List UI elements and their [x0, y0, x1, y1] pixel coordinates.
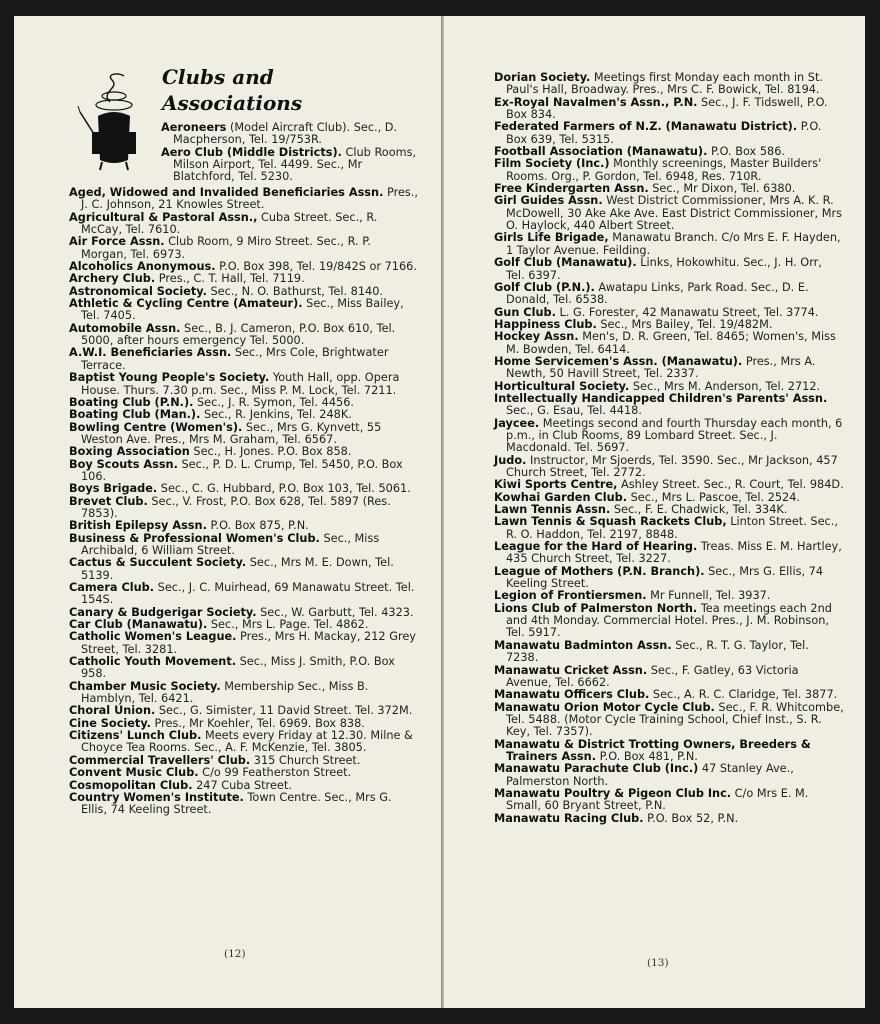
directory-entry — [494, 665, 844, 690]
entry-name: Girl Guides Assn. — [494, 194, 603, 208]
entry-details: Pres., J. C. Johnson, 21 Knowles Street. — [81, 186, 418, 212]
entry-name: Manawatu Badminton Assn. — [494, 638, 672, 652]
directory-entry — [494, 813, 844, 825]
entry-details: Sec., F. E. Chadwick, Tel. 334K. — [610, 503, 788, 517]
entry-details: Instructor, Mr Sjoerds, Tel. 3590. Sec., Mr Jackson, 457 Church Street, Tel. 2772. — [506, 453, 838, 479]
entry-name: Legion of Frontiersmen. — [494, 589, 647, 603]
entry-name: Baptist Young People's Society. — [69, 371, 270, 385]
entry-details: Pres., Mrs A. Newth, 50 Havill Street, Tel. 2337. — [506, 354, 816, 381]
directory-entry — [69, 557, 420, 582]
directory-entry — [161, 147, 420, 184]
entry-name: Federated Farmers of N.Z. (Manawatu District). — [494, 120, 798, 134]
directory-entry — [494, 257, 844, 282]
entry-details: Men's, D. R. Green, Tel. 8465; Women's, Miss M. Bowden, Tel. 6414. — [506, 330, 836, 356]
entry-details: Manawatu Branch. C/o Mrs E. F. Hayden, 1 Taylor Avenue. Feilding. — [506, 231, 841, 257]
entry-details: C/o 99 Featherston Street. — [198, 766, 352, 780]
entry-name: Athletic & Cycling Centre (Amateur). — [69, 297, 303, 311]
entry-details: Sec., J. F. Tidswell, P.O. Box 834. — [506, 95, 828, 122]
entry-details: 47 Stanley Ave., Palmerston North. — [506, 762, 794, 788]
entry-name: Bowling Centre (Women's). — [69, 420, 243, 434]
entry-details: Sec., R. T. G. Taylor, Tel. 7238. — [506, 638, 809, 665]
entry-name: Film Society (Inc.) — [494, 157, 610, 171]
entry-name: Aero Club (Middle Districts). — [161, 145, 342, 159]
entry-details: Sec., H. Jones. P.O. Box 858. — [189, 445, 352, 459]
entry-details: Pres., Mr Koehler, Tel. 6969. Box 838. — [150, 716, 365, 730]
directory-entry — [69, 631, 420, 656]
entry-name: Boxing Association — [69, 445, 190, 459]
entry-name: Aeroneers — [161, 121, 227, 134]
directory-entry — [494, 640, 844, 665]
entry-name: Canary & Budgerigar Society. — [69, 605, 257, 619]
directory-entry — [494, 97, 844, 122]
entry-details: Sec., B. J. Cameron, P.O. Box 610, Tel. 5000, after hours emergency Tel. 5000. — [81, 321, 396, 348]
directory-entry — [494, 195, 844, 232]
entry-details: P.O. Box 639, Tel. 5315. — [506, 120, 822, 146]
entry-name: Cosmopolitan Club. — [69, 778, 193, 792]
entry-name: Citizens' Lunch Club. — [69, 729, 202, 743]
entry-name: Agricultural & Pastoral Assn., — [69, 210, 258, 224]
heading-line-2: Associations — [162, 91, 303, 115]
entry-details: Meets every Friday at 12.30. Milne & Choyce Tea Rooms. Sec., A. F. McKenzie, Tel. 3805. — [81, 729, 413, 755]
directory-entry — [494, 232, 844, 257]
entry-name: Astronomical Society. — [69, 284, 207, 298]
entry-details: 315 Church Street. — [250, 753, 361, 767]
entry-details: Sec., Mrs G. Ellis, 74 Keeling Street. — [506, 564, 824, 591]
entry-details: P.O. Box 875, P.N. — [206, 519, 309, 533]
entry-details: Pres., C. T. Hall, Tel. 7119. — [155, 272, 305, 286]
entry-details: P.O. Box 398, Tel. 19/842S or 7166. — [215, 260, 417, 274]
entry-details: Sec., Mrs Bailey, Tel. 19/482M. — [596, 317, 773, 331]
entry-details: Cuba Street. Sec., R. McCay, Tel. 7610. — [81, 210, 378, 237]
entry-details: Sec., V. Frost, P.O. Box 628, Tel. 5897 (Res. 7853). — [81, 494, 391, 520]
entry-name: Jaycee. — [494, 416, 540, 430]
entry-name: Choral Union. — [69, 704, 156, 718]
entry-details: Club Rooms, Milson Airport, Tel. 4499. Sec., Mr Blatchford, Tel. 5230. — [173, 145, 417, 184]
directory-entry — [494, 603, 844, 640]
entry-details: West District Commissioner, Mrs A. K. R. McDowell, 30 Ake Ake Ave. East District Commissioner, Mrs O. Haylock, 440 Albert Street. — [506, 194, 842, 233]
entry-details: Sec., F. R. Whitcombe, Tel. 5488. (Motor Cycle Training School, Chief Inst., S. R. Key, Tel. 7357). — [506, 700, 844, 739]
left-page — [14, 16, 441, 1008]
entry-name: Manawatu Parachute Club (Inc.) — [494, 762, 699, 776]
entry-name: Lions Club of Palmerston North. — [494, 601, 698, 615]
entry-details: P.O. Box 481, P.N. — [596, 749, 698, 763]
left-top-entry-list — [161, 122, 420, 184]
entry-details: Linton Street. Sec., R. O. Haddon, Tel. 2197, 8848. — [506, 515, 838, 541]
entry-name: Boy Scouts Assn. — [69, 457, 178, 471]
entry-name: Chamber Music Society. — [69, 679, 221, 693]
entry-name: Manawatu Racing Club. — [494, 811, 644, 825]
entry-details: Pres., Mrs H. Mackay, 212 Grey Street, Tel. 3281. — [81, 630, 416, 656]
entry-name: Hockey Assn. — [494, 330, 579, 344]
entry-details: Treas. Miss E. M. Hartley, 435 Church Street, Tel. 3227. — [506, 540, 842, 566]
directory-entry — [69, 187, 420, 212]
heading-line-1: Clubs and — [162, 65, 274, 89]
directory-entry — [69, 656, 420, 681]
entry-details: P.O. Box 52, P.N. — [643, 811, 739, 825]
entry-details: Sec., Mr Dixon, Tel. 6380. — [648, 182, 796, 196]
entry-details: Awatapu Links, Park Road. Sec., D. E. Donald, Tel. 6538. — [506, 280, 809, 307]
entry-name: Manawatu & District Trotting Owners, Breeders & Trainers Assn. — [494, 737, 811, 763]
entry-name: Commercial Travellers' Club. — [69, 753, 251, 767]
entry-details: Sec., A. R. C. Claridge, Tel. 3877. — [649, 688, 838, 702]
entry-name: Golf Club (P.N.). — [494, 280, 595, 294]
entry-name: Air Force Assn. — [69, 235, 165, 249]
entry-details: Sec., J. R. Symon, Tel. 4456. — [193, 395, 354, 409]
entry-details: Sec., Miss Archibald, 6 William Street. — [81, 531, 380, 557]
entry-name: Football Association (Manawatu). — [494, 145, 708, 159]
entry-name: Home Servicemen's Assn. (Manawatu). — [494, 354, 743, 368]
directory-entry — [69, 323, 420, 348]
entry-name: Brevet Club. — [69, 494, 148, 508]
entry-name: Intellectually Handicapped Children's Parents' Assn. — [494, 391, 828, 405]
entry-name: Happiness Club. — [494, 317, 597, 331]
entry-name: Country Women's Institute. — [69, 790, 244, 804]
right-entry-list — [494, 72, 844, 825]
directory-entry — [494, 566, 844, 591]
entry-details: Sec., C. G. Hubbard, P.O. Box 103, Tel. 5061. — [157, 482, 411, 496]
directory-entry — [494, 356, 844, 381]
entry-details: Sec., Mrs M. E. Down, Tel. 5139. — [81, 556, 394, 582]
entry-details: Sec., Mrs L. Page. Tel. 4862. — [207, 618, 369, 632]
entry-name: Automobile Assn. — [69, 321, 181, 335]
entry-details: Sec., F. Gatley, 63 Victoria Avenue, Tel. 6662. — [506, 663, 799, 689]
entry-name: Dorian Society. — [494, 71, 591, 84]
entry-details: Links, Hokowhitu. Sec., J. H. Orr, Tel. 6397. — [506, 256, 822, 282]
entry-name: British Epilepsy Assn. — [69, 519, 207, 533]
directory-entry — [494, 702, 844, 739]
entry-name: Catholic Women's League. — [69, 630, 237, 644]
entry-name: Ex-Royal Navalmen's Assn., P.N. — [494, 95, 698, 109]
directory-entry — [69, 422, 420, 447]
entry-details: 247 Cuba Street. — [192, 778, 292, 792]
entry-details: Sec., G. Simister, 11 David Street. Tel. 372M. — [155, 704, 413, 718]
directory-entry — [69, 792, 420, 817]
directory-entry — [69, 582, 420, 607]
entry-details: Sec., Miss J. Smith, P.O. Box 958. — [81, 655, 395, 681]
entry-details: Mr Funnell, Tel. 3937. — [646, 589, 771, 603]
entry-details: Club Room, 9 Miro Street. Sec., R. P. Morgan, Tel. 6973. — [81, 235, 371, 261]
entry-name: Camera Club. — [69, 581, 155, 594]
entry-name: Manawatu Poultry & Pigeon Club Inc. — [494, 786, 732, 800]
entry-details: Ashley Street. Sec., R. Court, Tel. 984D. — [617, 478, 844, 492]
directory-entry — [494, 455, 844, 480]
entry-name: Manawatu Officers Club. — [494, 688, 650, 702]
directory-entry — [494, 788, 844, 813]
directory-entry — [494, 516, 844, 541]
entry-name: Archery Club. — [69, 272, 156, 286]
entry-name: Golf Club (Manawatu). — [494, 256, 637, 270]
directory-entry — [494, 158, 844, 183]
entry-name: Convent Music Club. — [69, 766, 199, 780]
entry-name: Cine Society. — [69, 716, 151, 730]
entry-name: Kiwi Sports Centre, — [494, 478, 618, 492]
directory-entry — [69, 496, 420, 521]
entry-details: L. G. Forester, 42 Manawatu Street, Tel. 3774. — [555, 305, 819, 319]
entry-details: Town Centre. Sec., Mrs G. Ellis, 74 Keeling Street. — [81, 790, 392, 817]
entry-details: Monthly screenings, Master Builders' Rooms. Org., P. Gordon, Tel. 6948, Res. 710R. — [506, 157, 822, 183]
entry-details: Sec., R. Jenkins, Tel. 248K. — [200, 408, 352, 422]
directory-entry — [69, 372, 420, 397]
directory-entry — [494, 418, 844, 455]
directory-entry — [69, 459, 420, 484]
directory-entry — [69, 347, 420, 372]
entry-details: Membership Sec., Miss B. Hamblyn, Tel. 6421. — [81, 679, 369, 706]
entry-details: Sec., Mrs M. Anderson, Tel. 2712. — [629, 379, 821, 393]
entry-name: Catholic Youth Movement. — [69, 655, 237, 669]
directory-entry — [494, 72, 844, 97]
directory-entry — [494, 121, 844, 146]
entry-name: Free Kindergarten Assn. — [494, 182, 649, 196]
directory-entry — [494, 282, 844, 307]
entry-name: Boating Club (Man.). — [69, 408, 201, 422]
entry-name: Horticultural Society. — [494, 379, 630, 393]
entry-details: Meetings first Monday each month in St. Paul's Hall, Broadway. Pres., Mrs C. F. Bowick, Tel. 8194. — [506, 71, 823, 97]
entry-details: Sec., W. Garbutt, Tel. 4323. — [256, 605, 414, 619]
entry-name: Judo. — [494, 453, 527, 467]
left-entry-list — [69, 187, 420, 817]
right-page — [444, 16, 865, 1008]
entry-name: Gun Club. — [494, 305, 556, 319]
entry-details: Sec., Mrs G. Kynvett, 55 Weston Ave. Pres., Mrs M. Graham, Tel. 6567. — [81, 420, 382, 446]
entry-details: Meetings second and fourth Thursday each month, 6 p.m., in Club Rooms, 89 Lombard Street. Sec., J. Macdonald. Tel. 5697. — [506, 416, 843, 455]
smoking-armchair-illustration — [74, 72, 140, 172]
directory-entry — [494, 739, 844, 764]
entry-details: Sec., N. O. Bathurst, Tel. 8140. — [206, 284, 384, 298]
entry-name: Boys Brigade. — [69, 482, 158, 496]
entry-name: Manawatu Orion Motor Cycle Club. — [494, 700, 715, 714]
entry-details: Tea meetings each 2nd and 4th Monday. Commercial Hotel. Pres., J. M. Robinson, Tel. 5917. — [506, 601, 832, 640]
directory-entry — [69, 730, 420, 755]
directory-entry — [69, 212, 420, 237]
entry-name: Manawatu Cricket Assn. — [494, 663, 648, 677]
entry-name: League of Mothers (P.N. Branch). — [494, 564, 705, 578]
page-number-right: (13) — [647, 957, 669, 969]
entry-name: League for the Hard of Hearing. — [494, 540, 698, 554]
entry-details: (Model Aircraft Club). Sec., D. Macpherson, Tel. 19/753R. — [173, 121, 398, 147]
directory-entry — [69, 533, 420, 558]
directory-entry — [494, 763, 844, 788]
page-number-left: (12) — [224, 948, 246, 960]
entry-details: Sec., J. C. Muirhead, 69 Manawatu Street. Tel. 154S. — [81, 581, 415, 607]
entry-name: Aged, Widowed and Invalided Beneficiaries Assn. — [69, 186, 384, 199]
entry-details: P.O. Box 586. — [707, 145, 785, 159]
directory-entry — [69, 681, 420, 706]
entry-details: Sec., Mrs Cole, Brightwater Terrace. — [81, 346, 389, 372]
entry-details: C/o Mrs E. M. Small, 60 Bryant Street, P.N. — [506, 786, 809, 813]
entry-name: Business & Professional Women's Club. — [69, 531, 320, 545]
entry-name: Cactus & Succulent Society. — [69, 556, 247, 570]
entry-name: Lawn Tennis Assn. — [494, 503, 611, 517]
entry-name: Alcoholics Anonymous. — [69, 260, 216, 274]
entry-name: Boating Club (P.N.). — [69, 395, 194, 409]
entry-details: Sec., Mrs L. Pascoe, Tel. 2524. — [627, 490, 800, 504]
entry-name: A.W.I. Beneficiaries Assn. — [69, 346, 232, 360]
entry-name: Car Club (Manawatu). — [69, 618, 208, 632]
entry-details: Sec., G. Esau, Tel. 4418. — [506, 404, 642, 418]
entry-details: Youth Hall, opp. Opera House. Thurs. 7.30 p.m. Sec., Miss P. M. Lock, Tel. 7211. — [81, 371, 400, 397]
directory-entry — [69, 298, 420, 323]
directory-entry — [69, 236, 420, 261]
entry-details: Sec., Miss Bailey, Tel. 7405. — [81, 297, 404, 323]
directory-entry — [494, 393, 844, 418]
directory-entry — [494, 331, 844, 356]
directory-entry — [494, 541, 844, 566]
section-heading — [162, 64, 302, 116]
entry-name: Lawn Tennis & Squash Rackets Club, — [494, 515, 727, 529]
directory-entry — [161, 122, 420, 147]
entry-name: Kowhai Garden Club. — [494, 490, 627, 504]
entry-name: Girls Life Brigade, — [494, 231, 609, 245]
entry-details: Sec., P. D. L. Crump, Tel. 5450, P.O. Box 106. — [81, 457, 403, 483]
